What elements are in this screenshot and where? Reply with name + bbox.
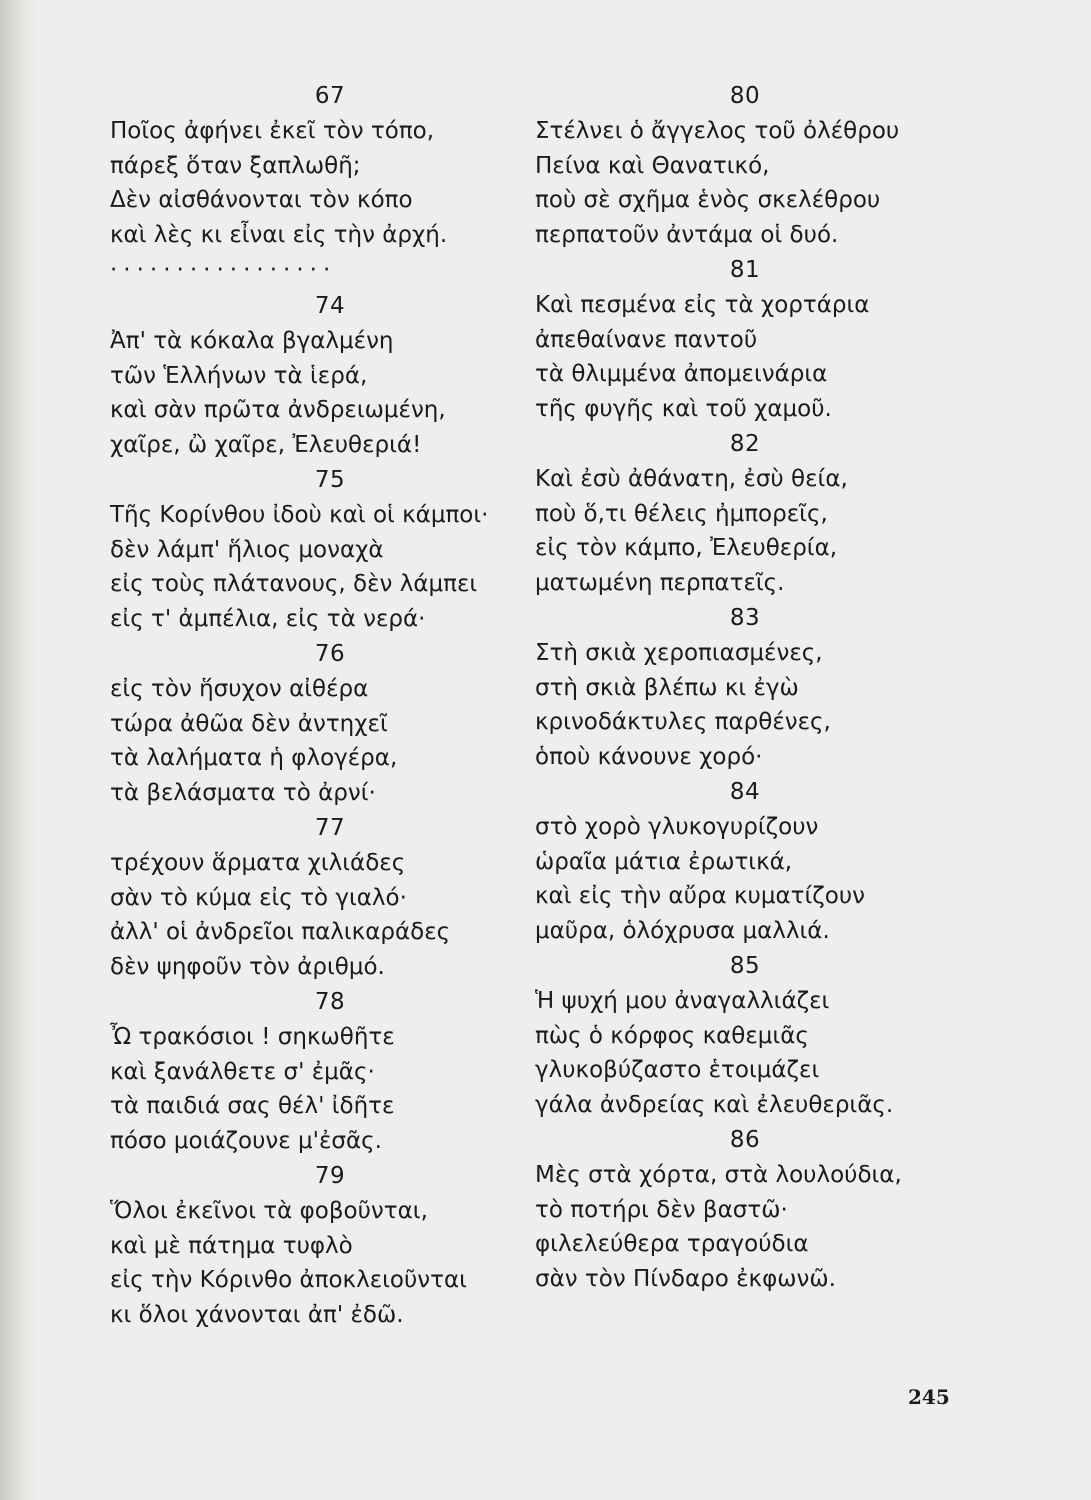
verse-line: πάρεξ ὅταν ξαπλωθῆ;: [110, 152, 361, 179]
verse-line: εἰς τὸν κάμπο, Ἐλευθερία,: [535, 535, 838, 561]
verse-line: πὼς ὁ κόρφος καθεμιᾶς: [535, 1022, 809, 1049]
left-column: [110, 78, 510, 1332]
page-number: 245: [908, 1385, 950, 1409]
stanza-number: 76: [314, 641, 346, 667]
verse-line: γλυκοβύζαστο ἑτοιμάζει: [535, 1057, 820, 1083]
stanza-number: 80: [729, 83, 761, 109]
verse-line: Ὅλοι ἐκεῖνοι τὰ φοβοῦνται,: [110, 1198, 428, 1224]
stanza: [110, 810, 510, 984]
verse-line: στὸ χορὸ γλυκογυρίζουν: [535, 814, 819, 840]
stanza-number: 81: [729, 257, 761, 283]
stanza-number: 82: [729, 431, 761, 457]
stanza-number: 84: [729, 779, 761, 805]
verse-line: Δὲν αἰσθάνονται τὸν κόπο: [110, 187, 413, 213]
stanza: [110, 288, 510, 462]
stanza-number: 78: [314, 989, 346, 1015]
stanza-number: 86: [729, 1127, 761, 1153]
stanza-number: 83: [729, 605, 761, 631]
verse-line: ποὺ σὲ σχῆμα ἑνὸς σκελέθρου: [535, 187, 881, 213]
verse-line: καὶ ξανάλθετε σ' ἐμᾶς·: [110, 1058, 375, 1085]
stanza: [110, 636, 510, 810]
omission-dots: ·················: [110, 257, 337, 283]
stanza: [535, 600, 955, 774]
verse-line: ἀπεθαίνανε παντοῦ: [535, 326, 758, 353]
verse-line: κρινοδάκτυλες παρθένες,: [535, 709, 831, 735]
verse-line: τὰ θλιμμένα ἀπομεινάρια: [535, 361, 828, 387]
stanza: [110, 984, 510, 1158]
verse-line: σὰν τὸν Πίνδαρο ἐκφωνῶ.: [535, 1265, 836, 1292]
verse-line: Ἡ ψυχή μου ἀναγαλλιάζει: [535, 988, 830, 1014]
verse-line: τὸ ποτήρι δὲν βαστῶ·: [535, 1196, 788, 1223]
verse-line: τρέχουν ἅρματα χιλιάδες: [110, 850, 406, 876]
stanza-number: 74: [314, 293, 346, 319]
verse-line: χαῖρε, ὢ χαῖρε, Ἐλευθεριά!: [110, 431, 422, 458]
verse-line: ποὺ ὅ,τι θέλεις ἠμπορεῖς,: [535, 500, 828, 527]
verse-line: καὶ λὲς κι εἶναι εἰς τὴν ἀρχή.: [110, 221, 448, 248]
verse-line: καὶ εἰς τὴν αὔρα κυματίζουν: [535, 883, 865, 909]
stanza: [535, 948, 955, 1122]
verse-line: Ὦ τρακόσιοι ! σηκωθῆτε: [110, 1024, 395, 1050]
stanza: [535, 1122, 955, 1296]
verse-line: δὲν ψηφοῦν τὸν ἀριθμό.: [110, 953, 385, 980]
verse-line: τῶν Ἑλλήνων τὰ ἱερά,: [110, 362, 368, 389]
verse-line: εἰς τὴν Κόρινθο ἀποκλειοῦνται: [110, 1267, 467, 1293]
stanza-number: 75: [314, 467, 346, 493]
verse-line: Πείνα καὶ Θανατικό,: [535, 152, 770, 179]
verse-line: γάλα ἀνδρείας καὶ ἐλευθεριᾶς.: [535, 1091, 894, 1118]
stanza-number: 85: [729, 953, 761, 979]
stanza: [110, 462, 510, 636]
stanza-number: 77: [314, 815, 346, 841]
verse-line: φιλελεύθερα τραγούδια: [535, 1231, 809, 1257]
stanza: [535, 774, 955, 948]
verse-line: τὰ λαλήματα ἡ φλογέρα,: [110, 745, 398, 771]
verse-line: κι ὅλοι χάνονται ἀπ' ἐδῶ.: [110, 1301, 404, 1328]
verse-line: εἰς τοὺς πλάτανους, δὲν λάμπει: [110, 571, 478, 597]
verse-line: τώρα ἀθῶα δὲν ἀντηχεῖ: [110, 710, 388, 737]
verse-line: Καὶ ἐσὺ ἀθάνατη, ἐσὺ θεία,: [535, 466, 848, 492]
verse-line: εἰς τ' ἀμπέλια, εἰς τὰ νερά·: [110, 605, 426, 632]
stanza: [110, 78, 510, 252]
verse-line: Στὴ σκιὰ χεροπιασμένες,: [535, 640, 823, 666]
verse-line: σὰν τὸ κύμα εἰς τὸ γιαλό·: [110, 884, 407, 911]
right-column: [535, 78, 955, 1296]
stanza: [535, 78, 955, 252]
stanza: [535, 252, 955, 426]
verse-line: εἰς τὸν ἥσυχον αἰθέρα: [110, 676, 369, 702]
verse-line: Ποῖος ἀφήνει ἐκεῖ τὸν τόπο,: [110, 118, 435, 144]
verse-line: Μὲς στὰ χόρτα, στὰ λουλούδια,: [535, 1162, 902, 1188]
verse-line: καὶ μὲ πάτημα τυφλὸ: [110, 1232, 353, 1259]
stanza-number: 67: [314, 83, 346, 109]
verse-line: μαῦρα, ὁλόχρυσα μαλλιά.: [535, 917, 830, 944]
verse-line: ἀλλ' οἱ ἀνδρεῖοι παλικαράδες: [110, 919, 451, 945]
verse-line: πόσο μοιάζουνε μ'ἐσᾶς.: [110, 1127, 382, 1154]
verse-line: δὲν λάμπ' ἥλιος μοναχὰ: [110, 536, 384, 563]
verse-line: Καὶ πεσμένα εἰς τὰ χορτάρια: [535, 292, 870, 318]
verse-line: τὰ βελάσματα τὸ ἀρνί·: [110, 779, 376, 806]
verse-line: καὶ σὰν πρῶτα ἀνδρειωμένη,: [110, 397, 446, 423]
verse-line: τῆς φυγῆς καὶ τοῦ χαμοῦ.: [535, 395, 832, 422]
verse-line: Τῆς Κορίνθου ἰδοὺ καὶ οἱ κάμποι·: [110, 502, 489, 528]
verse-line: ὁποὺ κάνουνε χορό·: [535, 743, 763, 770]
verse-line: Στέλνει ὁ ἄγγελος τοῦ ὀλέθρου: [535, 118, 900, 144]
stanza: [110, 1158, 510, 1332]
verse-line: στὴ σκιὰ βλέπω κι ἐγὼ: [535, 674, 799, 701]
verse-line: ὡραῖα μάτια ἐρωτικά,: [535, 848, 793, 875]
stanza-number: 79: [314, 1163, 346, 1189]
page-binding-edge: [0, 0, 36, 1500]
verse-line: τὰ παιδιά σας θέλ' ἰδῆτε: [110, 1093, 395, 1119]
stanza: [535, 426, 955, 600]
verse-line: Ἀπ' τὰ κόκαλα βγαλμένη: [110, 328, 394, 354]
verse-line: ματωμένη περπατεῖς.: [535, 569, 785, 596]
verse-line: περπατοῦν ἀντάμα οἱ δυό.: [535, 221, 839, 248]
